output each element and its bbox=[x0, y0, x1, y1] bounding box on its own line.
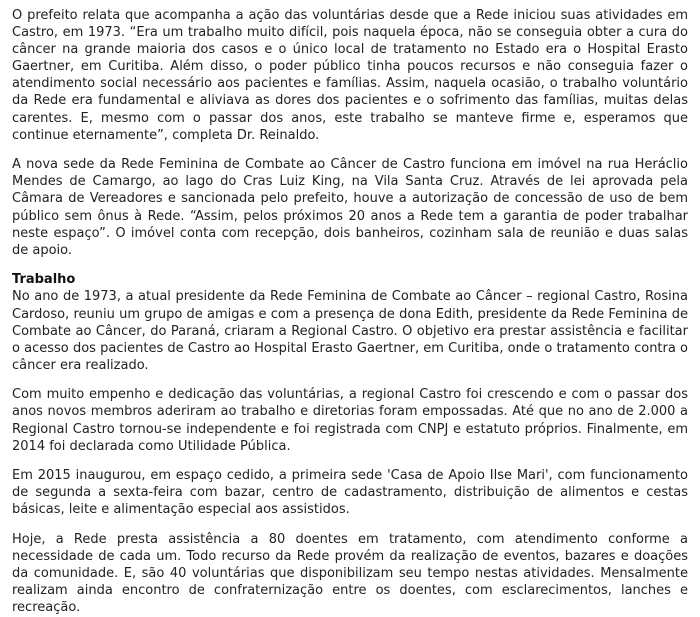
section-heading-trabalho: Trabalho bbox=[12, 272, 76, 288]
paragraph-historia-1973: No ano de 1973, a atual presidente da Rede Feminina de Combate ao Câncer – regional Castro, Rosina Cardoso, reuniu um grupo de amigas e com a presença de dona Edith, presidente da Rede Feminina de Combate ao Câncer, do Paraná, criaram a Regional Castro. O objetivo era prestar assistência e facilitar o acesso dos pacientes de Castro ao Hospital Erasto Gaertner, em Curitiba, onde o tratamento contra o câncer era realizado. bbox=[12, 289, 688, 373]
paragraph-hoje: Hoje, a Rede presta assistência a 80 doentes em tratamento, com atendimento conforme a necessidade de cada um. Todo recurso da Rede provém da realização de eventos, bazares e doações da comunidade. E, são 40 voluntárias que disponibilizam seu tempo nestas atividades. Mensalmente realizam ainda encontro de confraternização entre os doentes, com esclarecimentos, lanches e recreação. bbox=[12, 532, 688, 616]
paragraph-nova-sede: A nova sede da Rede Feminina de Combate ao Câncer de Castro funciona em imóvel na rua Heráclio Mendes de Camargo, ao lago do Cras Luiz King, na Vila Santa Cruz. Através de lei aprovada pela Câmara de Vereadores e sancionada pelo prefeito, houve a autorização de concessão de uso de bem público sem ônus à Rede. “Assim, pelos próximos 20 anos a Rede tem a garantia de poder trabalhar neste espaço”. O imóvel conta com recepção, dois banheiros, cozinham sala de reunião e duas salas de apoio. bbox=[12, 157, 688, 258]
paragraph-sede-2015: Em 2015 inaugurou, em espaço cedido, a primeira sede 'Casa de Apoio Ilse Mari', com funcionamento de segunda a sexta-feira com bazar, centro de cadastramento, distribuição de alimentos e cestas básicas, leite e alimentação especial aos assistidos. bbox=[12, 468, 688, 518]
paragraph-crescimento: Com muito empenho e dedicação das voluntárias, a regional Castro foi crescendo e com o passar dos anos novos membros aderiram ao trabalho e diretorias foram empossadas. Até que no ano de 2.000 a Regional Castro tornou-se independente e foi registrada com CNPJ e estatuto próprios. Finalmente, em 2014 foi declarada como Utilidade Pública. bbox=[12, 387, 688, 454]
article-body bbox=[0, 7, 700, 617]
paragraph-prefeito-relato: O prefeito relata que acompanha a ação das voluntárias desde que a Rede iniciou suas atividades em Castro, em 1973. “Era um trabalho muito difícil, pois naquela época, não se conseguia obter a cura do câncer na grande maioria dos casos e o único local de tratamento no Estado era o Hospital Erasto Gaertner, em Curitiba. Além disso, o poder público tinha poucos recursos e não conseguia fazer o atendimento social necessário aos pacientes e famílias. Assim, naquela ocasião, o trabalho voluntário da Rede era fundamental e aliviava as dores dos pacientes e o sofrimento das famílias, muitas delas carentes. E, mesmo com o passar dos anos, este trabalho se manteve firme e, esperamos que continue eternamente”, completa Dr. Reinaldo. bbox=[12, 8, 688, 143]
